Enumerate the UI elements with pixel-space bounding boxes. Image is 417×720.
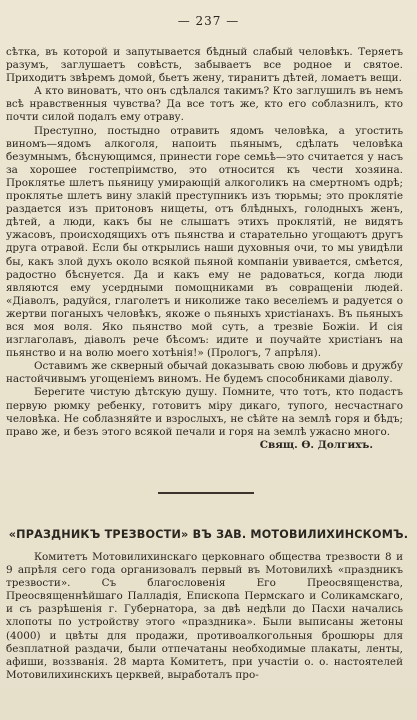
page-number: — 237 — bbox=[177, 14, 240, 28]
article-body bbox=[6, 46, 403, 452]
paragraph-4: Оставимъ же скверный обычай доказывать свою любовь и дружбу настойчивымъ угощеніемъ виномъ. Не будемъ способниками діаволу. bbox=[6, 360, 403, 386]
author-signature: Свящ. Ѳ. Долгихъ. bbox=[259, 438, 373, 451]
section-paragraph: Комитетъ Мотовилихинскаго церковнаго общества трезвости 8 и 9 апрѣля сего года организовалъ первый въ Мотовилихѣ «праздникъ трезвости». Съ благословенія Его Преосвященства, Преосвященнѣйшаго Палладія, Епископа Пермскаго и Соликамскаго, и съ разрѣшенія г. Губернатора, за двѣ недѣли до Пасхи начались хлопоты по устройству этого «праздника». Были выписаны жетоны (4000) и цвѣты для продажи, противоалкогольныя брошюры для безплатной раздачи, были отпечатаны необходимые плакаты, ленты, афиши, воззванія. 28 марта Комитетъ, при участіи о. о. настоятелей Мотовилихинскихъ церквей, выработалъ про- bbox=[6, 551, 403, 681]
paragraph-3: Преступно, постыдно отравить ядомъ человѣка, а угостить виномъ—ядомъ алкоголя, напоить пьянымъ, сдѣлать человѣка безумнымъ, бѣснующимся, принести горе семьѣ—это считается у насъ за хорошее гостепріимство, это относится къ чести хозяина. Проклятье шлетъ пьяницу умирающій алкоголикъ на смертномъ одрѣ; проклятье шлетъ вину злакій преступникъ изъ тюрьмы; это проклятіе раздается изъ притоновъ нищеты, отъ блѣдныхъ, голодныхъ женъ, дѣтей, а люди, какъ бы не слышатъ этихъ проклятій, не видятъ ужасовъ, происходящихъ отъ пьянства и старательно угощаютъ другъ друга отравой. Если бы открылись наши духовныя очи, то мы увидѣли бы, какъ злой духъ около всякой пьяной компаніи увивается, смѣется, радостно бѣснуется. Да и какъ ему не радоваться, когда люди являются ему усердными помощниками въ совращеніи людей. «Діаволъ, радуйся, глаголетъ и николиже тако веселіемъ и радуется о жертви поганыхъ человѣкъ, якоже о пьяныхъ христіанахъ. Въ пьяныхъ вся моя воля. Яко пьянство мой суть, а трезвіе Божіи. И сія изглаголавъ, діаволъ рече бѣсомъ: идите и поучайте христіанъ на пьянство и на волю моего хотѣнія!» (Прологъ, 7 апрѣля). bbox=[6, 124, 403, 360]
section-body bbox=[6, 551, 403, 682]
paragraph-2: А кто виноватъ, что онъ сдѣлался такимъ? Кто заглушилъ въ немъ всѣ нравственныя чувства? Да все тотъ же, кто его соблазнилъ, кто почти силой подалъ ему отраву. bbox=[6, 85, 403, 124]
section-heading: «ПРАЗДНИКЪ ТРЕЗВОСТИ» ВЪ ЗАВ. МОТОВИЛИХИНСКОМЪ. bbox=[8, 528, 409, 541]
paragraph-5: Берегите чистую дѣтскую душу. Помните, что тотъ, кто подастъ первую рюмку ребенку, готовитъ міру дикаго, тупого, несчастнаго человѣка. Не соблазняйте и взрослыхъ, не сѣйте на землѣ горя и бѣдъ; право же, и безъ этого всякой печали и горя на землѣ ужасно много. bbox=[6, 386, 403, 438]
paragraph-1: сѣтка, въ которой и запутывается бѣдный слабый человѣкъ. Теряетъ разумъ, заглушаетъ совѣсть, забываетъ все родное и святое. Приходитъ звѣремъ домой, бьетъ жену, тиранитъ дѣтей, ломаетъ вещи. bbox=[6, 46, 403, 85]
section-divider bbox=[158, 492, 254, 494]
